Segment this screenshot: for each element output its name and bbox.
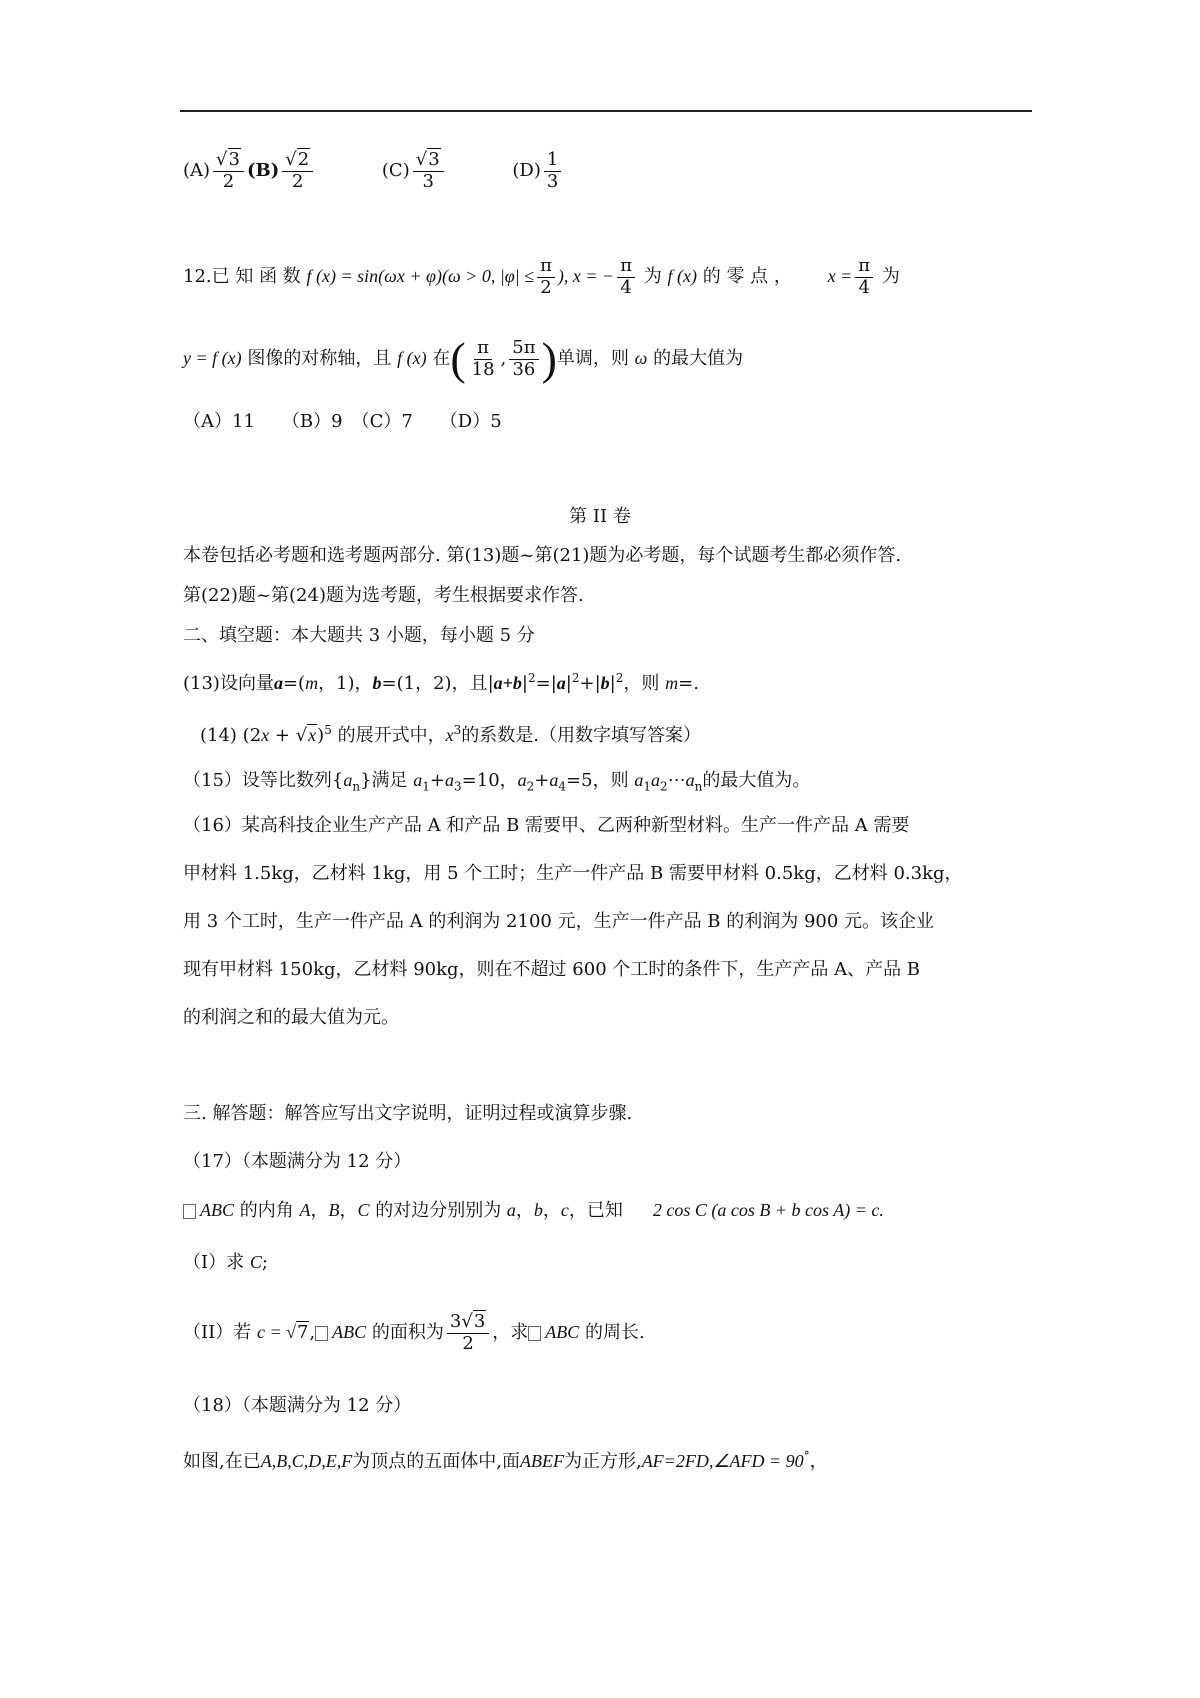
q16-line4: 现有甲材料 150kg，乙材料 90kg，则在不超过 600 个工时的条件下，生产产品 A、产品 B	[183, 959, 921, 980]
q12-function: f (x) = sin(ωx + φ)(ω > 0, |φ| ≤	[306, 266, 535, 286]
q12-line2: y = f (x) 图像的对称轴，且 f (x) 在( $\frac{\pi}{18}$ , $\frac{5\pi}{36}$ )单调，则 ω 的最大值为	[183, 333, 744, 384]
triangle-icon	[183, 1204, 196, 1219]
option-a-label: (A)	[183, 160, 211, 182]
q12-line1: 12.已 知 函 数 f (x) = sin(ωx + φ)(ω > 0, |φ| ≤ $\frac{\pi}{2}$ ), x = − $\frac{\pi}{4}$ 为 f (x) 的 零 点 ， x = $\frac{\pi}{4}$ 为	[183, 254, 900, 298]
option-c-label: (C)	[381, 160, 410, 182]
q12-options: （A）11 （B）9 （C）7 （D）5	[183, 411, 502, 432]
q17-part2: （II）若 c = √7, ABC 的面积为 $\frac{3√3}{2}$ ，求 ABC 的周长.	[183, 1310, 645, 1354]
header-rule	[180, 110, 1032, 112]
option-d-fraction: $\frac{1}{3}$	[544, 150, 561, 192]
q17-statement: ABC 的内角 A，B，C 的对边分别别为 a，b，c，已知 2 cos C (a cos B + b cos A) = c.	[183, 1196, 884, 1225]
section-title: 第 II 卷	[569, 506, 631, 527]
option-a-fraction: $\frac{√3}{2}$	[213, 150, 244, 192]
triangle-icon	[528, 1326, 541, 1341]
q16-line3: 用 3 个工时，生产一件产品 A 的利润为 2100 元，生产一件产品 B 的利润为 900 元。该企业	[183, 911, 935, 932]
q17-part1: （I）求 C;	[183, 1252, 268, 1273]
q13: (13)设向量a=(m，1)，b=(1，2)，且$|a+b|^2=|a|^2+|b|^2$，则 m=.	[183, 671, 699, 694]
option-d-label: (D)	[512, 160, 541, 182]
q16-line5: 的利润之和的最大值为元。	[183, 1007, 399, 1028]
option-b-fraction: $\frac{√2}{2}$	[282, 150, 313, 192]
section3-title: 三. 解答题：解答应写出文字说明，证明过程或演算步骤.	[183, 1103, 633, 1124]
q14: (14) $(2x + √x)^5$ 的展开式中，$x^3$的系数是.（用数字填写答案）	[200, 723, 701, 746]
q18-statement: 如图,在已A,B,C,D,E,F为顶点的五面体中,面ABEF为正方形,AF=2FD,∠AFD = 90°，	[183, 1449, 828, 1472]
q16-line2: 甲材料 1.5kg，乙材料 1kg，用 5 个工时；生产一件产品 B 需要甲材料 0.5kg，乙材料 0.3kg，	[183, 863, 963, 884]
triangle-icon	[315, 1326, 328, 1341]
option-c-fraction: $\frac{√3}{3}$	[413, 150, 444, 192]
q15: （15）设等比数列$\{a_n\}$满足 $a_1+a_3=10$，$a_2+a_4=5$，则 $a_1a_2\cdots a_n$的最大值为。	[183, 770, 811, 794]
section-intro-1: 本卷包括必考题和选考题两部分. 第(13)题~第(21)题为必考题，每个试题考生都必须作答.	[183, 545, 902, 566]
q17-header: （17）（本题满分为 12 分）	[183, 1151, 412, 1172]
fill-section-title: 二、填空题：本大题共 3 小题，每小题 5 分	[183, 625, 535, 646]
section-intro-2: 第(22)题~第(24)题为选考题，考生根据要求作答.	[183, 585, 584, 606]
q16-line1: （16）某高科技企业生产产品 A 和产品 B 需要甲、乙两种新型材料。生产一件产品 A 需要	[183, 815, 910, 836]
q18-header: （18）（本题满分为 12 分）	[183, 1395, 412, 1416]
q11-options	[183, 150, 564, 192]
option-b-label: (B)	[246, 160, 280, 182]
